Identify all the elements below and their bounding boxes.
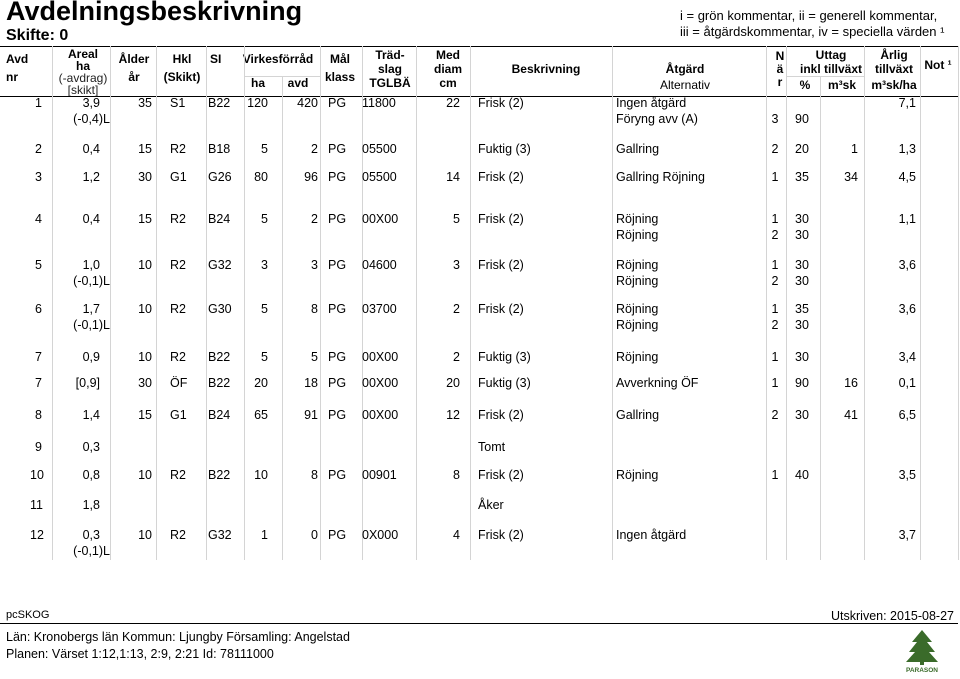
cell-uttag-pct: 30 <box>795 408 809 422</box>
cell-nar: 1 <box>771 350 779 364</box>
cell-diam: 14 <box>446 170 460 184</box>
cell-areal: 1,4 <box>82 408 100 422</box>
cell-atgard: Ingen åtgärd <box>616 96 687 110</box>
cell-hkl: R2 <box>170 258 186 272</box>
cell-virke-avd: 96 <box>304 170 318 184</box>
header-avd <box>6 52 42 84</box>
cell-uttag-pct: 90 <box>795 112 809 126</box>
cell-diam: 22 <box>446 96 460 110</box>
cell-hkl: G1 <box>170 170 187 184</box>
cell-malklass: PG <box>328 408 347 422</box>
header-not: Not ¹ <box>924 58 952 72</box>
cell-hkl: R2 <box>170 212 186 226</box>
page-title: Avdelningsbeskrivning <box>6 0 303 26</box>
header-arlig-sub: tillväxt <box>874 62 913 76</box>
cell-nar: 2 <box>771 142 779 156</box>
cell-uttag-m3: 16 <box>844 376 858 390</box>
cell-si: B22 <box>208 376 231 390</box>
cell-tradslag: 00X00 <box>362 376 399 390</box>
cell-si: B22 <box>208 96 231 110</box>
cell-tradslag: 05500 <box>362 170 397 184</box>
cell-uttag-m3: 1 <box>851 142 858 156</box>
cell-arlig-tillvaxt: 6,5 <box>898 408 916 422</box>
cell-avd: 2 <box>35 142 42 156</box>
cell-atgard: Röjning <box>616 350 659 364</box>
header-si: SI <box>210 52 222 66</box>
cell-avd: 12 <box>30 528 44 542</box>
cell-nar: 3 <box>771 112 779 126</box>
cell-virke-ha: 3 <box>261 258 268 272</box>
cell-si: G30 <box>208 302 232 316</box>
header-alder <box>114 52 154 84</box>
header-alder-label: Ålder <box>118 52 150 66</box>
cell-beskrivning: Frisk (2) <box>478 170 524 184</box>
footer-location: Län: Kronobergs län Kommun: Ljungby Församling: Angelstad <box>6 630 350 644</box>
header-areal-unit: ha <box>75 59 90 73</box>
table-header <box>0 46 958 96</box>
cell-si: G32 <box>208 258 232 272</box>
header-tradslag-label1: Träd- <box>375 48 405 62</box>
header-uttag-sub: inkl tillväxt <box>799 62 863 76</box>
cell-arlig-tillvaxt: 3,5 <box>898 468 916 482</box>
cell-uttag-pct: 30 <box>795 318 809 332</box>
cell-beskrivning: Frisk (2) <box>478 528 524 542</box>
page-footer <box>0 603 960 676</box>
cell-tradslag: 00X00 <box>362 212 399 226</box>
comment-legend <box>680 8 944 40</box>
header-hkl-layer: (Skikt) <box>163 70 201 84</box>
cell-nar: 1 <box>771 212 779 226</box>
header-arlig <box>864 48 924 92</box>
cell-malklass: PG <box>328 528 347 542</box>
cell-arlig-tillvaxt: 7,1 <box>898 96 916 110</box>
cell-malklass: PG <box>328 468 347 482</box>
cell-virke-ha: 120 <box>247 96 268 110</box>
cell-alder: 30 <box>138 170 152 184</box>
header-uttag-pct: % <box>799 78 811 92</box>
header-alder-unit: år <box>128 70 140 84</box>
cell-uttag-pct: 20 <box>795 142 809 156</box>
cell-malklass: PG <box>328 376 347 390</box>
cell-areal: 0,3 <box>82 440 100 454</box>
header-nar-3: r <box>777 75 783 89</box>
cell-diam: 2 <box>453 350 460 364</box>
footer-brand: pcSKOG <box>6 609 50 621</box>
page-subtitle: Skifte: 0 <box>6 27 69 44</box>
header-mal-label: Mål <box>329 52 350 66</box>
header-uttag-m3: m³sk <box>827 78 856 92</box>
cell-virke-ha: 1 <box>261 528 268 542</box>
cell-atgard: Röjning <box>616 212 659 226</box>
cell-si: G32 <box>208 528 232 542</box>
cell-nar: 1 <box>771 170 779 184</box>
cell-virke-avd: 8 <box>311 302 318 316</box>
cell-hkl: R2 <box>170 302 186 316</box>
cell-areal: 1,8 <box>82 498 100 512</box>
cell-malklass: PG <box>328 142 347 156</box>
header-atgard: Åtgärd <box>665 62 705 76</box>
cell-virke-avd: 2 <box>311 142 318 156</box>
cell-atgard: Avverkning ÖF <box>616 376 699 390</box>
header-diam-unit: cm <box>439 76 457 90</box>
header-diam <box>430 48 466 90</box>
footer-plan: Planen: Värset 1:12,1:13, 2:9, 2:21 Id: 78111000 <box>6 647 274 661</box>
cell-avd: 10 <box>30 468 44 482</box>
cell-atgard: Föryng avv (A) <box>616 112 698 126</box>
cell-avd: 6 <box>35 302 42 316</box>
cell-nar: 1 <box>771 468 779 482</box>
cell-si: B24 <box>208 212 231 226</box>
cell-alder: 15 <box>138 408 152 422</box>
header-areal <box>58 48 108 96</box>
cell-malklass: PG <box>328 170 347 184</box>
cell-alder: 15 <box>138 142 152 156</box>
cell-virke-avd: 5 <box>311 350 318 364</box>
cell-arlig-tillvaxt: 1,3 <box>898 142 916 156</box>
cell-beskrivning: Fuktig (3) <box>478 376 531 390</box>
cell-areal: 0,4 <box>82 212 100 226</box>
cell-hkl: G1 <box>170 408 187 422</box>
cell-arlig-tillvaxt: 3,4 <box>898 350 916 364</box>
cell-avd: 7 <box>35 350 42 364</box>
legend-line-2: iii = åtgärdskommentar, iv = speciella värden ¹ <box>680 24 945 39</box>
cell-virke-ha: 5 <box>261 142 268 156</box>
header-mal-class: klass <box>324 70 356 84</box>
cell-areal: 1,2 <box>82 170 100 184</box>
logo-text: PARASON <box>905 667 939 674</box>
cell-diam: 3 <box>453 258 460 272</box>
cell-virke-ha: 20 <box>254 376 268 390</box>
cell-diam: 8 <box>453 468 460 482</box>
header-areal-label: Areal <box>67 47 99 61</box>
cell-malklass: PG <box>328 258 347 272</box>
cell-atgard: Gallring <box>616 142 660 156</box>
cell-areal-deduct: (-0,1)L <box>73 318 110 332</box>
cell-diam: 5 <box>453 212 460 226</box>
cell-alder: 35 <box>138 96 152 110</box>
header-diam-label2: diam <box>433 62 462 76</box>
header-mal <box>322 52 358 84</box>
cell-virke-avd: 2 <box>311 212 318 226</box>
cell-areal: 1,0 <box>82 258 100 272</box>
cell-atgard: Gallring Röjning <box>616 170 705 184</box>
cell-areal: [0,9] <box>75 376 100 390</box>
cell-tradslag: 0X000 <box>362 528 399 542</box>
cell-uttag-pct: 40 <box>795 468 809 482</box>
cell-virke-avd: 91 <box>304 408 318 422</box>
cell-nar: 2 <box>771 318 779 332</box>
cell-uttag-pct: 30 <box>795 228 809 242</box>
cell-nar: 1 <box>771 258 779 272</box>
cell-arlig-tillvaxt: 1,1 <box>898 212 916 226</box>
cell-areal-deduct: (-0,1)L <box>73 544 110 558</box>
header-tradslag <box>368 48 412 90</box>
cell-avd: 11 <box>30 498 43 512</box>
cell-virke-ha: 5 <box>261 350 268 364</box>
cell-avd: 3 <box>35 170 42 184</box>
cell-tradslag: 11800 <box>362 96 396 110</box>
cell-arlig-tillvaxt: 3,6 <box>898 302 916 316</box>
header-alternativ: Alternativ <box>659 78 711 92</box>
cell-areal-deduct: (-0,4)L <box>73 112 110 126</box>
cell-atgard: Röjning <box>616 318 659 332</box>
cell-malklass: PG <box>328 96 347 110</box>
cell-alder: 10 <box>138 258 152 272</box>
cell-nar: 2 <box>771 274 779 288</box>
cell-malklass: PG <box>328 302 347 316</box>
cell-si: B24 <box>208 408 231 422</box>
cell-alder: 30 <box>138 376 152 390</box>
cell-avd: 1 <box>35 96 42 110</box>
cell-atgard: Gallring <box>616 408 660 422</box>
cell-hkl: R2 <box>170 468 186 482</box>
cell-uttag-pct: 30 <box>795 212 809 226</box>
cell-diam: 2 <box>453 302 460 316</box>
cell-atgard: Röjning <box>616 468 659 482</box>
header-virke-avd: avd <box>287 76 309 90</box>
cell-areal: 0,3 <box>82 528 100 542</box>
cell-beskrivning: Åker <box>478 498 504 512</box>
header-arlig-unit: m³sk/ha <box>871 78 917 92</box>
parason-logo <box>900 628 944 674</box>
cell-virke-avd: 18 <box>304 376 318 390</box>
cell-avd: 5 <box>35 258 42 272</box>
cell-malklass: PG <box>328 350 347 364</box>
cell-beskrivning: Frisk (2) <box>478 258 524 272</box>
cell-tradslag: 05500 <box>362 142 397 156</box>
header-hkl-label: Hkl <box>172 52 192 66</box>
cell-alder: 10 <box>138 468 152 482</box>
header-uttag-label: Uttag <box>815 48 847 62</box>
cell-si: B22 <box>208 350 231 364</box>
cell-tradslag: 00901 <box>362 468 397 482</box>
cell-virke-ha: 10 <box>254 468 268 482</box>
header-virke-ha: ha <box>250 76 265 90</box>
cell-beskrivning: Frisk (2) <box>478 96 524 110</box>
cell-areal: 0,8 <box>82 468 100 482</box>
cell-hkl: R2 <box>170 528 186 542</box>
cell-beskrivning: Tomt <box>478 440 506 454</box>
cell-alder: 15 <box>138 212 152 226</box>
cell-beskrivning: Frisk (2) <box>478 212 524 226</box>
cell-virke-ha: 5 <box>261 302 268 316</box>
cell-si: B18 <box>208 142 231 156</box>
cell-si: G26 <box>208 170 232 184</box>
header-hkl <box>160 52 204 84</box>
header-virke: Virkesförråd <box>242 52 314 66</box>
cell-diam: 12 <box>446 408 460 422</box>
cell-nar: 1 <box>771 302 779 316</box>
cell-beskrivning: Frisk (2) <box>478 302 524 316</box>
cell-uttag-m3: 41 <box>844 408 858 422</box>
cell-virke-ha: 5 <box>261 212 268 226</box>
cell-atgard: Ingen åtgärd <box>616 528 687 542</box>
header-nar-2: ä <box>776 62 784 76</box>
header-beskrivning: Beskrivning <box>511 62 581 76</box>
cell-areal: 0,4 <box>82 142 100 156</box>
header-uttag <box>786 48 876 76</box>
cell-beskrivning: Fuktig (3) <box>478 142 531 156</box>
cell-avd: 8 <box>35 408 42 422</box>
cell-hkl: ÖF <box>170 376 188 390</box>
cell-alder: 10 <box>138 350 152 364</box>
cell-uttag-pct: 35 <box>795 170 809 184</box>
cell-nar: 2 <box>771 408 779 422</box>
header-areal-layer: [skikt] <box>67 83 99 97</box>
cell-arlig-tillvaxt: 0,1 <box>898 376 916 390</box>
cell-hkl: S1 <box>170 96 186 110</box>
cell-virke-avd: 3 <box>311 258 318 272</box>
cell-atgard: Röjning <box>616 228 659 242</box>
cell-tradslag: 03700 <box>362 302 397 316</box>
header-areal-deduct: (-avdrag) <box>58 71 108 85</box>
header-tradslag-code: TGLBÄ <box>369 76 411 90</box>
cell-virke-avd: 8 <box>311 468 318 482</box>
header-avd-label: Avd <box>6 52 29 66</box>
cell-arlig-tillvaxt: 4,5 <box>898 170 916 184</box>
cell-arlig-tillvaxt: 3,6 <box>898 258 916 272</box>
cell-nar: 2 <box>771 228 779 242</box>
cell-arlig-tillvaxt: 3,7 <box>898 528 916 542</box>
cell-tradslag: 00X00 <box>362 408 399 422</box>
cell-areal: 0,9 <box>82 350 100 364</box>
header-nar-1: N <box>775 49 785 63</box>
cell-alder: 10 <box>138 302 152 316</box>
footer-printed-date: Utskriven: 2015-08-27 <box>831 609 954 623</box>
cell-si: B22 <box>208 468 231 482</box>
cell-diam: 20 <box>446 376 460 390</box>
cell-uttag-pct: 35 <box>795 302 809 316</box>
cell-areal: 1,7 <box>82 302 100 316</box>
cell-avd: 7 <box>35 376 42 390</box>
cell-virke-avd: 420 <box>297 96 318 110</box>
cell-beskrivning: Fuktig (3) <box>478 350 531 364</box>
cell-uttag-pct: 30 <box>795 350 809 364</box>
cell-avd: 4 <box>35 212 42 226</box>
cell-uttag-m3: 34 <box>844 170 858 184</box>
cell-beskrivning: Frisk (2) <box>478 408 524 422</box>
header-tradslag-label2: slag <box>377 62 402 76</box>
cell-diam: 4 <box>453 528 460 542</box>
cell-hkl: R2 <box>170 350 186 364</box>
header-nr-label: nr <box>6 70 18 84</box>
cell-hkl: R2 <box>170 142 186 156</box>
cell-virke-avd: 0 <box>311 528 318 542</box>
cell-areal-deduct: (-0,1)L <box>73 274 110 288</box>
cell-uttag-pct: 30 <box>795 274 809 288</box>
cell-atgard: Röjning <box>616 258 659 272</box>
cell-tradslag: 00X00 <box>362 350 399 364</box>
cell-uttag-pct: 30 <box>795 258 809 272</box>
header-diam-label1: Med <box>436 48 460 62</box>
cell-virke-ha: 80 <box>254 170 268 184</box>
cell-uttag-pct: 90 <box>795 376 809 390</box>
cell-areal: 3,9 <box>82 96 100 110</box>
cell-nar: 1 <box>771 376 779 390</box>
cell-malklass: PG <box>328 212 347 226</box>
cell-virke-ha: 65 <box>254 408 268 422</box>
header-arlig-label: Årlig <box>880 48 908 62</box>
cell-alder: 10 <box>138 528 152 542</box>
legend-line-1: i = grön kommentar, ii = generell kommentar, <box>680 8 938 23</box>
cell-atgard: Röjning <box>616 274 659 288</box>
cell-atgard: Röjning <box>616 302 659 316</box>
cell-tradslag: 04600 <box>362 258 397 272</box>
cell-avd: 9 <box>35 440 42 454</box>
cell-beskrivning: Frisk (2) <box>478 468 524 482</box>
